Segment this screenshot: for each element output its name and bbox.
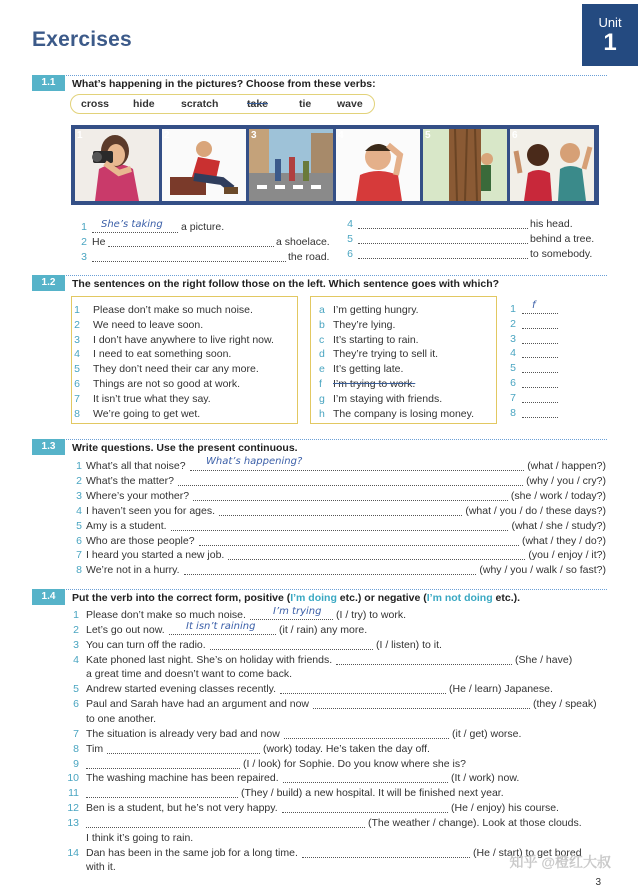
sentence-text: I’m getting hungry. [333, 304, 419, 316]
item-number: 5 [347, 233, 353, 245]
man-scratching-head-illustration [336, 129, 420, 201]
answer-line[interactable] [358, 258, 528, 259]
item-number: 2 [74, 318, 80, 331]
item-letter: e [319, 363, 325, 376]
answer-number: 4 [510, 347, 516, 360]
item-number: 3 [73, 638, 79, 651]
section-divider [32, 275, 607, 276]
sentence-text: his head. [530, 218, 573, 230]
sentence-text: Andrew started evening classes recently. [86, 683, 277, 696]
item-number: 9 [73, 757, 79, 770]
answer-line[interactable] [219, 515, 462, 516]
sentence-text: They’re trying to sell it. [333, 348, 439, 361]
picture-5 [423, 129, 507, 201]
picture-3 [249, 129, 333, 201]
answer-line[interactable] [107, 753, 260, 754]
sentence-text: What’s all that noise? [86, 460, 186, 472]
cue-text: (why / you / walk / so fast?) [479, 564, 606, 577]
answer-line[interactable] [92, 261, 286, 262]
item-letter: b [319, 318, 325, 331]
sentence-text: We need to leave soon. [93, 318, 204, 331]
item-number: 3 [74, 333, 80, 346]
answer-line[interactable] [86, 797, 238, 798]
man-shoelace-illustration [162, 129, 246, 201]
cue-text: (she / work / today?) [510, 489, 606, 502]
section-divider [32, 439, 607, 440]
sentence-text: a picture. [181, 221, 225, 233]
sentence-text: He [92, 236, 106, 248]
sentence-text: Ben is a student, but he’s not very happy. [86, 802, 278, 815]
item-number: 10 [67, 772, 79, 785]
item-letter: g [319, 392, 325, 405]
answer-number: 2 [510, 317, 516, 330]
cue-text: (It / work) now. [451, 772, 520, 785]
answer-line[interactable] [358, 228, 528, 229]
cue-text: (it / rain) any more. [279, 623, 368, 636]
exercise-instruction-1-3: Write questions. Use the present continuous. [72, 442, 298, 454]
sentence-text: Dan has been in the same job for a long time. [86, 846, 298, 859]
sentence-text: We’re not in a hurry. [86, 564, 180, 577]
item-number: 12 [67, 802, 79, 815]
sentence-text: It isn’t true what they say. [93, 392, 211, 405]
item-number: 6 [74, 378, 80, 390]
item-number: 6 [347, 248, 353, 260]
picture-number: 3 [251, 130, 257, 141]
instruction-text: etc.) or negative ( [336, 592, 427, 604]
item-number: 7 [76, 549, 82, 562]
sentence-text: Where’s your mother? [86, 489, 190, 502]
verb-box [70, 94, 375, 114]
verb-word-crossed: take [247, 98, 269, 110]
picture-2 [162, 129, 246, 201]
item-number: 4 [347, 218, 353, 230]
answer-line[interactable] [86, 768, 240, 769]
cue-text: (The weather / change). Look at those clouds. [368, 816, 582, 829]
answer-line[interactable] [86, 827, 365, 828]
answer-line[interactable] [522, 372, 558, 373]
verb-word: cross [81, 98, 110, 110]
page-number: 3 [595, 877, 601, 888]
sentence-text: Kate phoned last night. She’s on holiday with friends. [86, 653, 333, 666]
answer-line[interactable] [313, 708, 530, 709]
picture-number: 1 [77, 130, 83, 141]
answer-line[interactable] [302, 857, 470, 858]
unit-tab [582, 4, 638, 66]
exercise-badge-1-4: 1.4 [32, 589, 65, 605]
item-number: 4 [73, 653, 79, 666]
sentence-text: Amy is a student. [86, 519, 167, 532]
sentence-text: They’re lying. [333, 318, 396, 331]
sentence-text-crossed: I’m trying to work. [333, 378, 416, 390]
picture-number: 4 [338, 130, 344, 141]
item-number: 8 [73, 742, 79, 755]
answer-line[interactable] [522, 357, 558, 358]
item-number: 6 [73, 698, 79, 711]
sentence-continuation: I think it’s going to rain. [86, 831, 194, 844]
answer-line[interactable] [280, 693, 446, 694]
answer-number: 5 [510, 362, 516, 375]
sentence-continuation: a great time and doesn’t want to come back. [86, 668, 293, 681]
sentence-text: to somebody. [530, 248, 593, 260]
cue-text: (He / start) to get bored [473, 846, 582, 859]
answer-line[interactable] [284, 738, 449, 739]
sentence-text: What’s the matter? [86, 474, 174, 487]
sentence-text: I need to eat something soon. [93, 348, 232, 361]
item-number: 7 [74, 392, 80, 405]
answer-number: 7 [510, 391, 516, 404]
item-number: 2 [73, 623, 79, 636]
answer-line[interactable] [522, 313, 558, 314]
answer-line[interactable] [282, 812, 448, 813]
answer-line[interactable] [92, 232, 178, 233]
answer-line[interactable] [108, 246, 274, 247]
item-letter: a [319, 304, 325, 316]
sentence-text: We’re going to get wet. [93, 407, 201, 420]
handwritten-answer: She’s taking [101, 219, 163, 230]
picture-number: 2 [164, 130, 170, 141]
instruction-text: etc.). [492, 592, 521, 604]
answer-line[interactable] [193, 500, 508, 501]
answer-line[interactable] [190, 470, 524, 471]
exercise-instruction-1-4 [72, 592, 520, 604]
answer-number: 3 [510, 332, 516, 345]
answer-line[interactable] [522, 343, 558, 344]
people-crossing-road-illustration [249, 129, 333, 201]
handwritten-answer: I’m trying [273, 606, 322, 617]
answer-line[interactable] [522, 387, 558, 388]
cue-text: (they / speak) [533, 698, 597, 711]
item-letter: h [319, 407, 325, 420]
answer-number: 1 [510, 303, 516, 315]
instruction-text: Put the verb into the correct form, positive ( [72, 592, 291, 604]
item-number: 8 [74, 407, 80, 420]
section-divider [32, 589, 607, 590]
cue-text: (what / happen?) [527, 460, 606, 472]
item-number: 1 [74, 304, 80, 316]
answer-line[interactable] [210, 649, 373, 650]
sentence-text: I heard you started a new job. [86, 549, 225, 562]
answer-line[interactable] [283, 782, 448, 783]
verb-word: hide [133, 98, 155, 110]
answer-line[interactable] [178, 485, 523, 486]
item-number: 1 [73, 609, 79, 621]
item-number: 8 [76, 564, 82, 577]
picture-number: 6 [512, 130, 518, 141]
sentence-continuation: to one another. [86, 712, 157, 725]
woman-camera-illustration [75, 129, 159, 201]
item-number: 13 [67, 816, 79, 829]
answer-number: 8 [510, 406, 516, 419]
answer-number: 6 [510, 377, 516, 389]
sentence-text: the road. [288, 251, 330, 263]
exercise-instruction-1-2: The sentences on the right follow those on the left. Which sentence goes with which? [72, 278, 500, 290]
sentence-text: It’s getting late. [333, 363, 404, 376]
exercise-badge-1-3: 1.3 [32, 439, 65, 455]
right-sentences-box [310, 296, 497, 424]
item-number: 14 [67, 846, 79, 859]
sentence-text: The company is losing money. [333, 407, 475, 420]
item-letter: d [319, 348, 325, 361]
cue-text: (why / you / cry?) [526, 474, 606, 487]
cue-text: (I / look) for Sophie. Do you know where she is? [243, 757, 466, 770]
picture-number: 5 [425, 130, 431, 141]
item-number: 6 [76, 534, 82, 547]
cue-text: (work) today. He’s taken the day off. [263, 742, 430, 755]
answer-line[interactable] [228, 559, 525, 560]
cue-text: (it / get) worse. [452, 727, 522, 740]
item-number: 5 [73, 683, 79, 696]
answer-line[interactable] [522, 328, 558, 329]
cue-text: (They / build) a new hospital. It will be finished next year. [241, 787, 504, 800]
item-letter: f [319, 378, 322, 390]
unit-number: 1 [603, 29, 617, 56]
cue-text: (I / listen) to it. [376, 638, 442, 651]
item-number: 1 [76, 460, 82, 472]
verb-word: scratch [181, 98, 219, 110]
sentence-text: Please don’t make so much noise. [86, 609, 246, 621]
item-number: 1 [81, 221, 87, 233]
sentence-text: Things are not so good at work. [93, 378, 241, 390]
picture-4 [336, 129, 420, 201]
picture-1 [75, 129, 159, 201]
item-number: 5 [76, 519, 82, 532]
item-number: 4 [74, 348, 80, 361]
sentence-text: Paul and Sarah have had an argument and now [86, 698, 309, 711]
picture-6 [510, 129, 594, 201]
sentence-text: I’m staying with friends. [333, 392, 443, 405]
answer-line[interactable] [184, 574, 476, 575]
answer-line[interactable] [199, 545, 519, 546]
page-title: Exercises [32, 28, 132, 51]
section-divider [32, 75, 607, 76]
handwritten-answer: What’s happening? [206, 456, 303, 467]
sentence-text: Please don’t make so much noise. [93, 304, 253, 316]
answer-line[interactable] [336, 664, 512, 665]
item-number: 2 [81, 236, 87, 248]
item-number: 7 [73, 727, 79, 740]
sentence-text: They don’t need their car any more. [93, 363, 259, 376]
sentence-text: a shoelace. [276, 236, 330, 248]
cue-text: (She / have) [515, 653, 573, 666]
item-number: 11 [68, 787, 79, 800]
sentence-text: I haven’t seen you for ages. [86, 504, 215, 517]
answer-line[interactable] [522, 402, 558, 403]
sentence-text: behind a tree. [530, 233, 595, 245]
exercise-badge-1-2: 1.2 [32, 275, 65, 291]
cue-text: (He / enjoy) his course. [451, 802, 559, 815]
instruction-highlight: I’m not doing [426, 592, 493, 604]
item-number: 4 [76, 504, 82, 517]
sentence-text: The situation is already very bad and now [86, 727, 280, 740]
sentence-text: You can turn off the radio. [86, 638, 206, 651]
sentence-text: The washing machine has been repaired. [86, 772, 279, 785]
watermark: 知乎 @橙红大叔 [509, 854, 611, 870]
item-number: 5 [74, 363, 80, 376]
picture-strip [71, 125, 599, 205]
exercise-badge-1-1: 1.1 [32, 75, 65, 91]
item-letter: c [319, 333, 325, 346]
answer-line[interactable] [169, 634, 276, 635]
exercise-instruction-1-1: What’s happening in the pictures? Choose from these verbs: [72, 78, 376, 90]
item-number: 2 [76, 474, 82, 487]
people-waving-illustration [510, 129, 594, 201]
handwritten-answer: It isn’t raining [186, 621, 256, 632]
item-number: 3 [76, 489, 82, 502]
sentence-text: It’s starting to rain. [333, 333, 419, 346]
sentence-continuation: with it. [86, 861, 116, 874]
handwritten-answer: f [532, 300, 536, 311]
sentence-text: Let’s go out now. [86, 623, 165, 636]
answer-line[interactable] [250, 619, 333, 620]
answer-line[interactable] [171, 530, 508, 531]
sentence-text: I don’t have anywhere to live right now. [93, 333, 274, 346]
cue-text: (what / you / do / these days?) [465, 504, 606, 517]
cue-text: (He / learn) Japanese. [449, 683, 553, 696]
item-number: 3 [81, 251, 87, 263]
cue-text: (I / try) to work. [336, 609, 407, 621]
left-sentences-box [71, 296, 298, 424]
cue-text: (what / they / do?) [521, 534, 606, 547]
verb-word: wave [337, 98, 363, 110]
sentence-text: Tim [86, 742, 104, 755]
hiding-behind-tree-illustration [423, 129, 507, 201]
verb-word: tie [299, 98, 312, 110]
sentence-text: Who are those people? [86, 534, 195, 547]
instruction-highlight: I’m doing [290, 592, 337, 604]
cue-text: (you / enjoy / it?) [528, 549, 606, 562]
unit-label: Unit [598, 15, 622, 30]
cue-text: (what / she / study?) [511, 519, 606, 532]
answer-line[interactable] [522, 417, 558, 418]
answer-line[interactable] [358, 243, 528, 244]
